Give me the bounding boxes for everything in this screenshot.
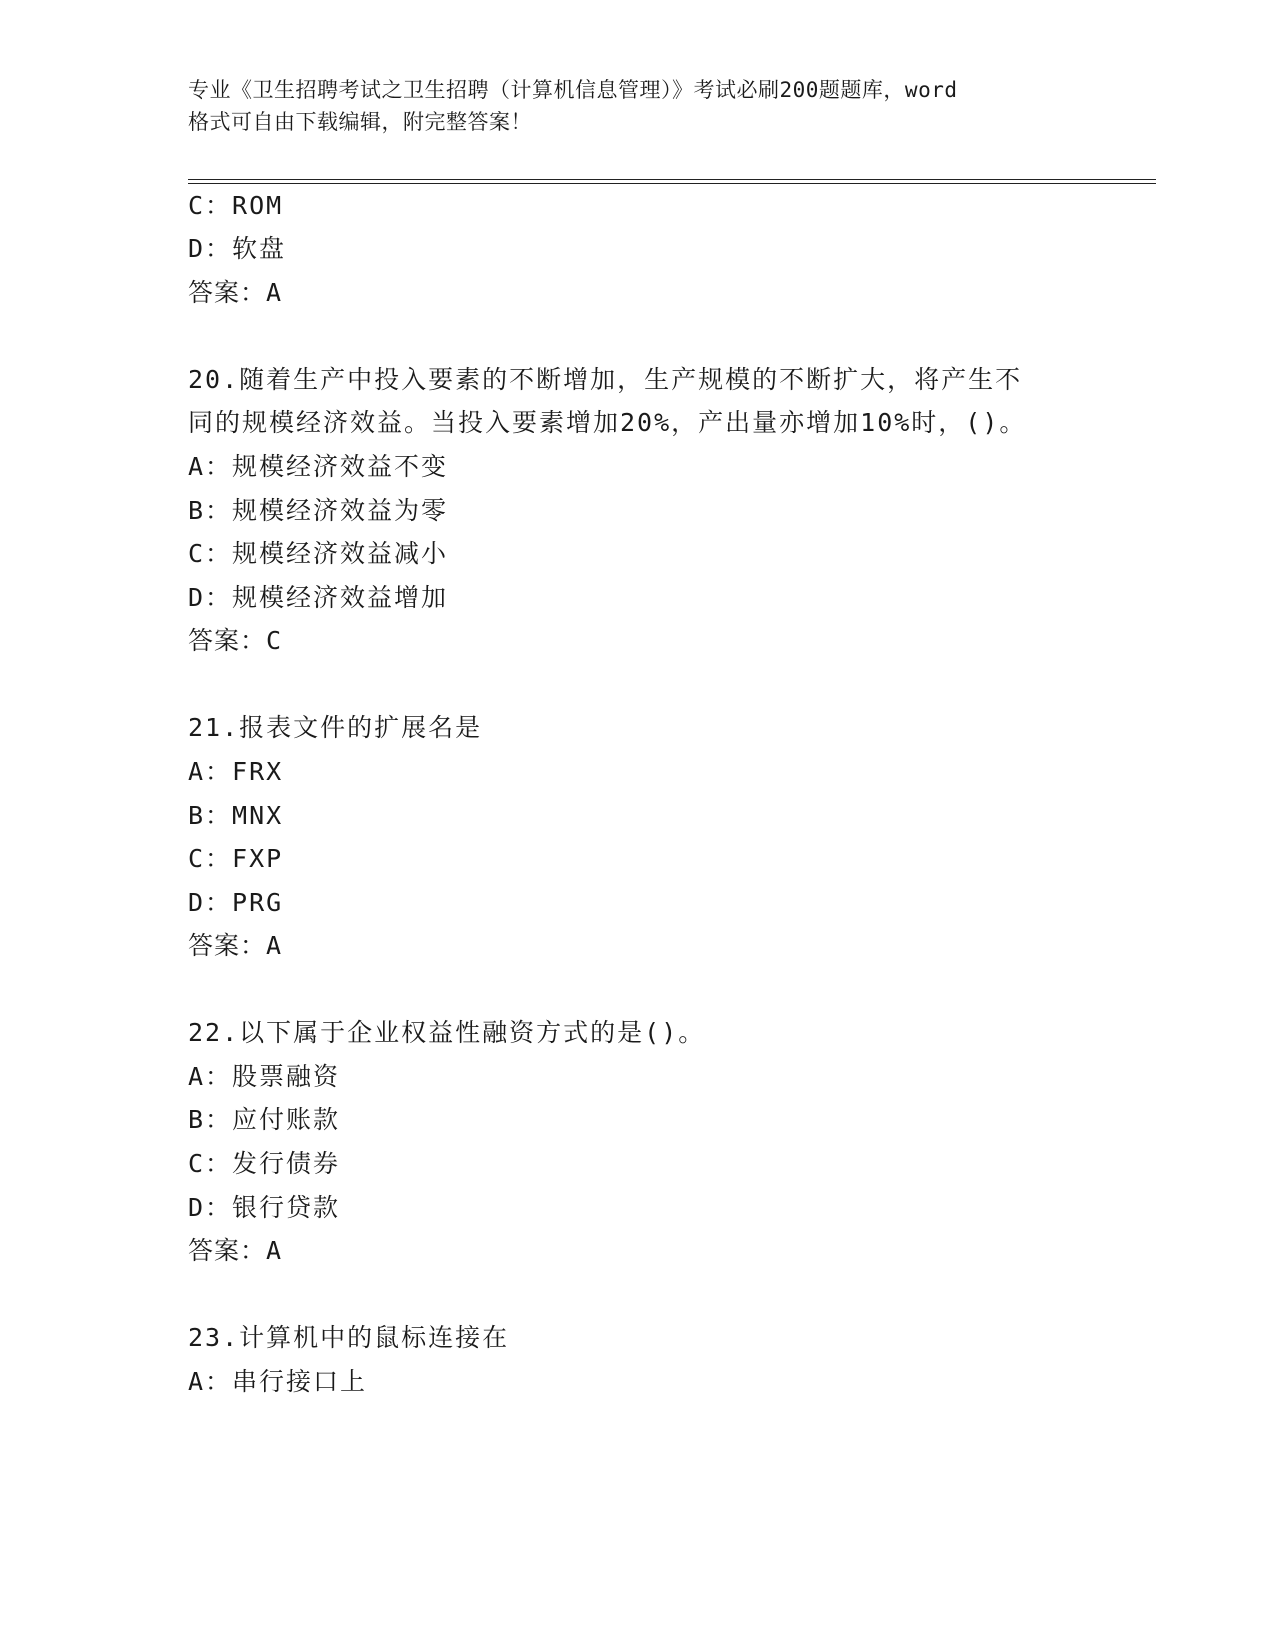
q20-option-a: A：规模经济效益不变 xyxy=(188,452,449,481)
q23-option-a: A：串行接口上 xyxy=(188,1367,368,1396)
prev-option-d: D：软盘 xyxy=(188,234,287,263)
q21-option-c: C：FXP xyxy=(188,844,284,873)
q21-answer: 答案：A xyxy=(188,931,283,960)
q22-answer: 答案：A xyxy=(188,1236,283,1265)
q20-option-b: B：规模经济效益为零 xyxy=(188,496,449,525)
header-divider-bottom xyxy=(188,183,1156,184)
q20-text-line-2: 同的规模经济效益。当投入要素增加20%，产出量亦增加10%时，()。 xyxy=(188,408,1027,437)
q20-answer: 答案：C xyxy=(188,626,283,655)
q22-option-b: B：应付账款 xyxy=(188,1105,341,1134)
header-line-1: 专业《卫生招聘考试之卫生招聘（计算机信息管理）》考试必刷200题题库，word xyxy=(188,78,958,102)
header-divider-top xyxy=(188,179,1156,180)
prev-answer: 答案：A xyxy=(188,278,283,307)
q22-option-a: A：股票融资 xyxy=(188,1062,341,1091)
q21-option-a: A：FRX xyxy=(188,757,284,786)
q23-text: 23.计算机中的鼠标连接在 xyxy=(188,1323,510,1352)
prev-option-c: C：ROM xyxy=(188,191,284,220)
q21-option-d: D：PRG xyxy=(188,888,284,917)
q21-text: 21.报表文件的扩展名是 xyxy=(188,713,483,742)
q22-option-d: D：银行贷款 xyxy=(188,1193,341,1222)
q20-option-d: D：规模经济效益增加 xyxy=(188,583,449,612)
q20-option-c: C：规模经济效益减小 xyxy=(188,539,449,568)
header-line-2: 格式可自由下载编辑，附完整答案！ xyxy=(188,110,532,134)
q22-option-c: C：发行债券 xyxy=(188,1149,341,1178)
q22-text: 22.以下属于企业权益性融资方式的是()。 xyxy=(188,1018,706,1047)
q20-text-line-1: 20.随着生产中投入要素的不断增加，生产规模的不断扩大，将产生不 xyxy=(188,365,1023,394)
q21-option-b: B：MNX xyxy=(188,801,284,830)
document-header xyxy=(188,74,1088,138)
